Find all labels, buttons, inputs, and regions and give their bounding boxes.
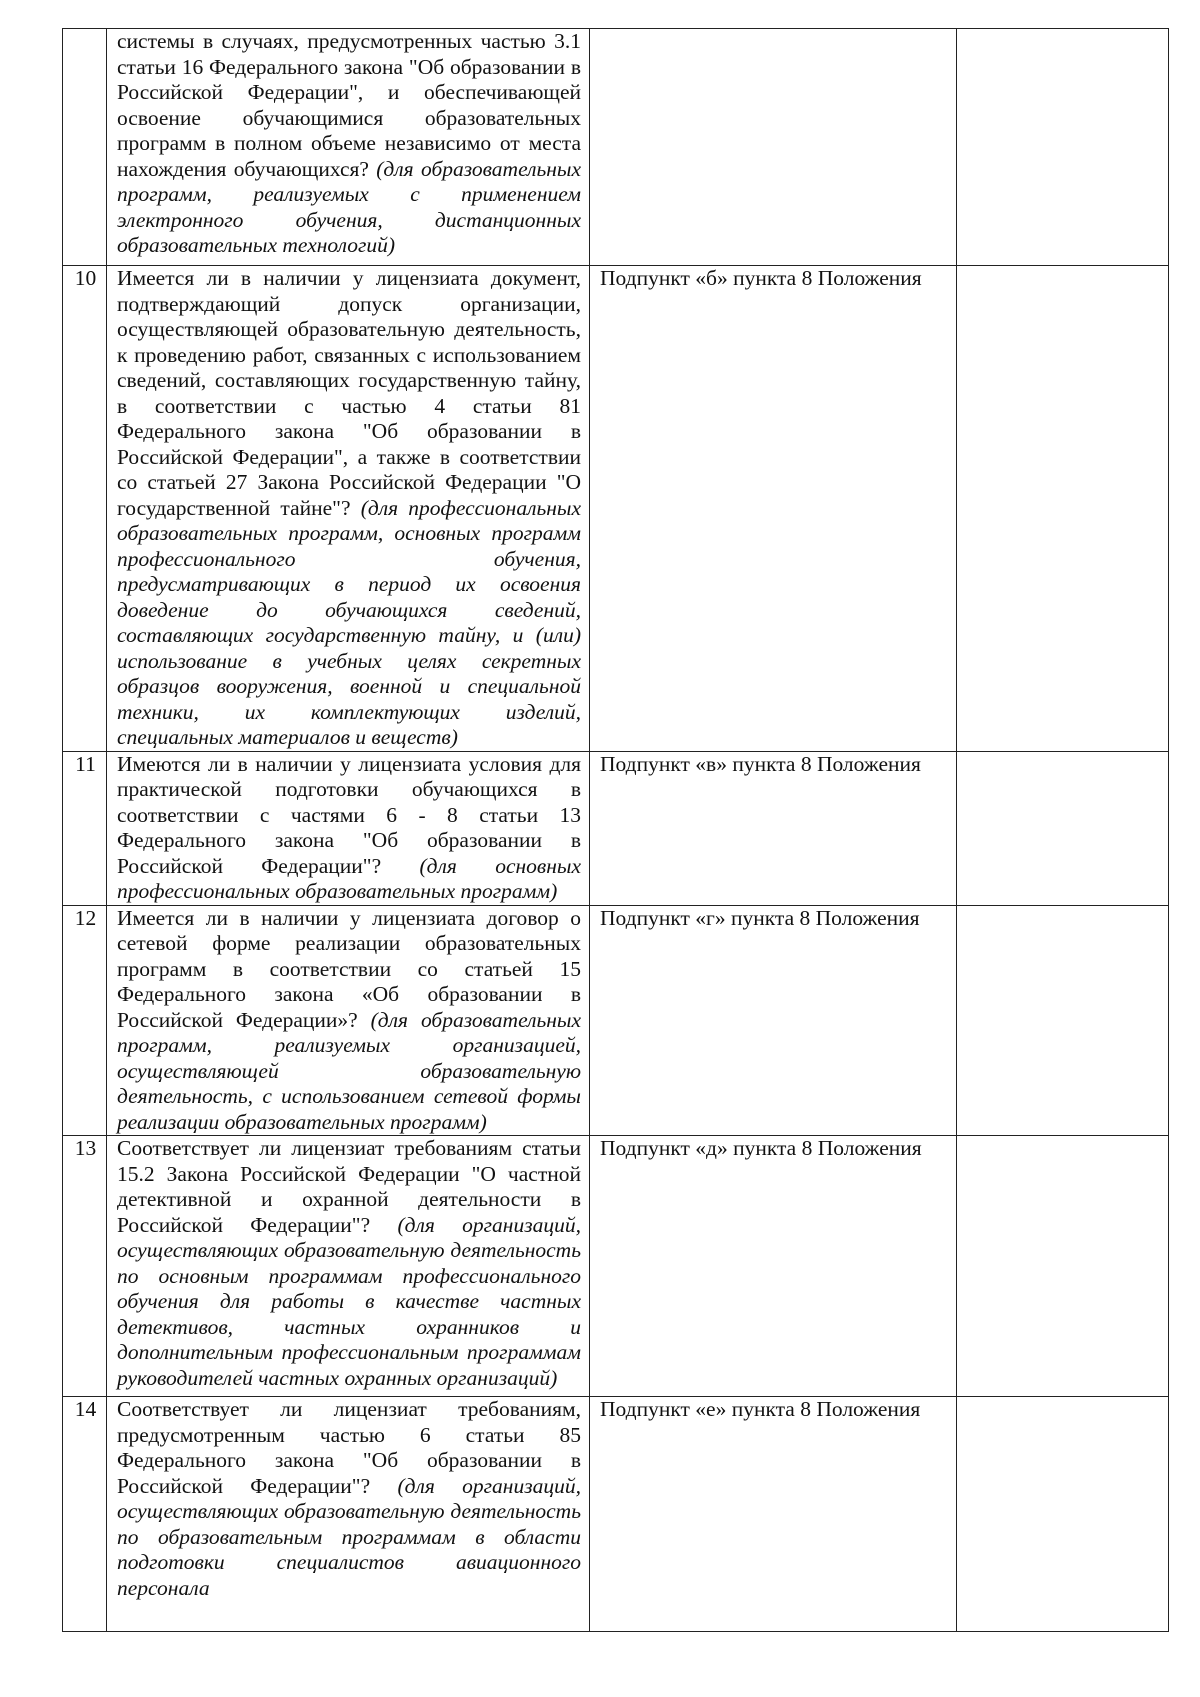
question-text: системы в случаях, предусмотренных частью 3.1 статьи 16 Федерального закона "Об образовании в Российской Федерации", и обеспечивающей освоение обучающимися образовательных программ в полном объеме независимо от места нахождения обучающихся? bbox=[117, 29, 581, 181]
legal-reference: Подпункт «б» пункта 8 Положения bbox=[590, 266, 957, 752]
legal-reference: Подпункт «е» пункта 8 Положения bbox=[590, 1397, 957, 1632]
table-row bbox=[63, 29, 1169, 266]
question-note: (для профессиональных образовательных программ, основных программ профессионального обучения, предусматривающих в период их освоения доведение до обучающихся сведений, составляющих государственную тайну, и (или) использование в учебных целях секретных образцов вооружения, военной и специальной техники, их комплектующих изделий, специальных материалов и веществ) bbox=[117, 495, 582, 749]
row-number bbox=[63, 29, 107, 266]
row-number: 10 bbox=[63, 266, 107, 752]
answer-cell bbox=[957, 905, 1169, 1136]
question-cell bbox=[107, 751, 590, 905]
question-text: Имеется ли в наличии у лицензиата договор о сетевой форме реализации образовательных программ в соответствии со статьей 15 Федерального закона «Об образовании в Российской Федерации»? bbox=[117, 905, 581, 1032]
answer-cell bbox=[957, 29, 1169, 266]
answer-cell bbox=[957, 266, 1169, 752]
row-number: 13 bbox=[63, 1136, 107, 1397]
answer-cell bbox=[957, 751, 1169, 905]
question-cell bbox=[107, 29, 590, 266]
legal-reference: Подпункт «д» пункта 8 Положения bbox=[590, 1136, 957, 1397]
legal-reference: Подпункт «в» пункта 8 Положения bbox=[590, 751, 957, 905]
question-note: (для образовательных программ, реализуемых с применением электронного обучения, дистанционных образовательных технологий) bbox=[117, 156, 582, 257]
question-cell bbox=[107, 1136, 590, 1397]
question-note: (для организаций, осуществляющих образовательную деятельность по основным программам профессионального обучения для работы в качестве частных детективов, частных охранников и дополнительным профессиональным программам руководителей частных охранных организаций) bbox=[117, 1212, 581, 1390]
table-row bbox=[63, 1136, 1169, 1397]
row-number: 14 bbox=[63, 1397, 107, 1632]
question-note: (для образовательных программ, реализуемых организацией, осуществляющей образовательную деятельность, с использованием сетевой формы реализации образовательных программ) bbox=[117, 1007, 581, 1134]
table-row bbox=[63, 1397, 1169, 1632]
legal-reference: Подпункт «г» пункта 8 Положения bbox=[590, 905, 957, 1136]
question-cell bbox=[107, 266, 590, 752]
answer-cell bbox=[957, 1136, 1169, 1397]
row-number: 11 bbox=[63, 751, 107, 905]
question-cell bbox=[107, 905, 590, 1136]
question-text: Соответствует ли лицензиат требованиям, предусмотренным частью 6 статьи 85 Федерального закона "Об образовании в Российской Федерации"? bbox=[117, 1397, 581, 1498]
table-row bbox=[63, 751, 1169, 905]
table-row bbox=[63, 266, 1169, 752]
question-note: (для организаций, осуществляющих образовательную деятельность по образовательным программам в области подготовки специалистов авиационного персонала bbox=[117, 1473, 581, 1600]
question-text: Имеются ли в наличии у лицензиата условия для практической подготовки обучающихся в соответствии с частями 6 - 8 статьи 13 Федерального закона "Об образовании в Российской Федерации"? bbox=[117, 751, 581, 878]
row-number: 12 bbox=[63, 905, 107, 1136]
checklist-table bbox=[62, 28, 1169, 1632]
table-row bbox=[63, 905, 1169, 1136]
question-cell bbox=[107, 1397, 590, 1632]
answer-cell bbox=[957, 1397, 1169, 1632]
question-text: Имеется ли в наличии у лицензиата документ, подтверждающий допуск организации, осуществляющей образовательную деятельность, к проведению работ, связанных с использованием сведений, составляющих государственную тайну, в соответствии с частью 4 статьи 81 Федерального закона "Об образовании в Российской Федерации", а также в соответствии со статьей 27 Закона Российской Федерации "О государственной тайне"? bbox=[117, 266, 581, 520]
question-note: (для основных профессиональных образовательных программ) bbox=[117, 853, 582, 903]
legal-reference bbox=[590, 29, 957, 266]
question-text: Соответствует ли лицензиат требованиям статьи 15.2 Закона Российской Федерации "О частной детективной и охранной деятельности в Российской Федерации"? bbox=[117, 1136, 581, 1237]
